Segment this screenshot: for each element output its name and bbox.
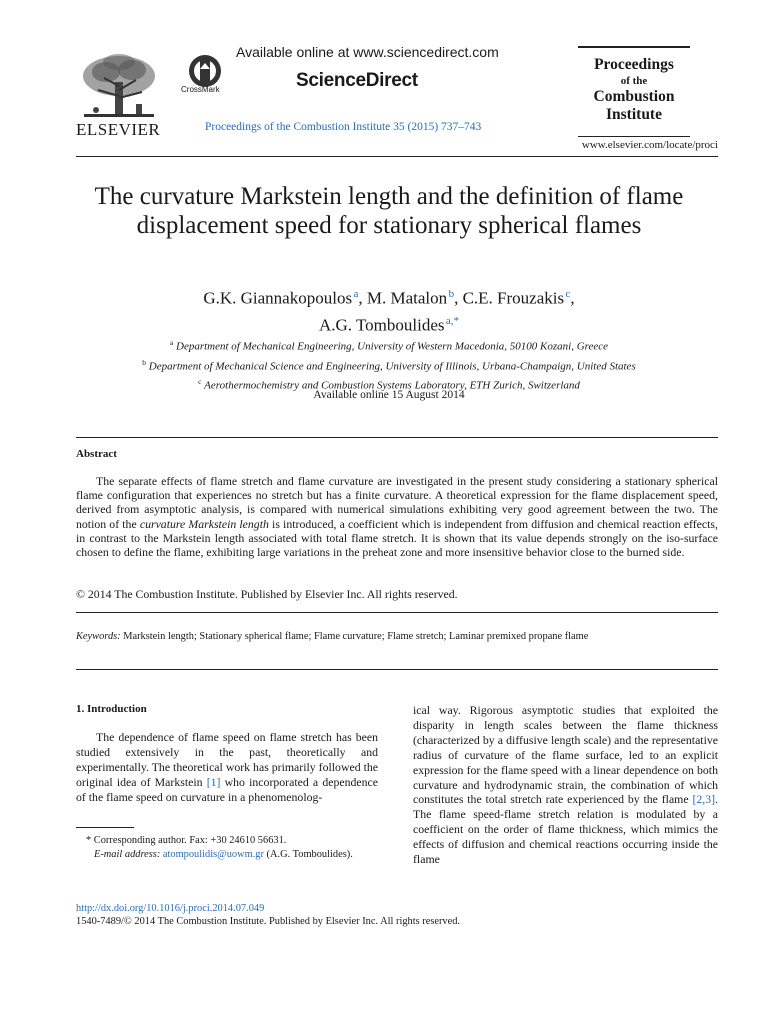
author-separator: , [358, 288, 367, 308]
journal-box-line: of the [620, 74, 648, 87]
doi-link[interactable]: http://dx.doi.org/10.1016/j.proci.2014.07.049 [76, 903, 265, 914]
affiliation-marker: c [198, 377, 202, 387]
email-link[interactable]: atompoulidis@uowm.gr [162, 849, 264, 860]
footnote-email-tail: (A.G. Tomboulides). [263, 849, 353, 860]
available-online-date: Available online 15 August 2014 [313, 389, 465, 401]
body-text: ical way. Rigorous asymptotic studies that exploited the disparity in length scales between the flame thickness (characterized by a diffusive length scale) and the representative radius of curvature of the flame surface, led to an explicit expression for the flame speed with a linear dependence on both curvature and hydrodynamic strain, the combination of which constitutes the total stretch rate experienced by the flame [413, 703, 718, 807]
journal-box-line: Proceedings [594, 56, 674, 73]
footnote-corresponding: * Corresponding author. Fax: +30 24610 56631. [86, 835, 287, 846]
abstract-copyright: © 2014 The Combustion Institute. Published by Elsevier Inc. All rights reserved. [76, 587, 458, 601]
author-affil-link[interactable]: a,* [445, 314, 460, 327]
affiliation-text: Department of Mechanical Engineering, University of Western Macedonia, 50100 Kozani, Greece [176, 340, 609, 353]
sciencedirect-brand: ScienceDirect [296, 70, 418, 91]
author-affil-link[interactable]: b [448, 288, 455, 300]
abstract-term: curvature Markstein length [139, 516, 269, 531]
keywords-label: Keywords: [76, 631, 121, 642]
affiliation-marker: b [142, 357, 146, 367]
body-text: The dependence of flame speed on flame stretch has been studied extensively in the past, theoretically and experimentally. The theoretical work has primarily followed the original idea of Markstein [76, 730, 378, 789]
body-column-left [76, 730, 378, 805]
affiliation-item [60, 355, 718, 375]
keywords [76, 630, 718, 643]
crossmark-label: CrossMark [181, 85, 220, 94]
section-heading: 1. Introduction [76, 703, 147, 715]
reference-link[interactable]: [2,3] [692, 792, 716, 807]
affiliation-list [60, 335, 718, 394]
affiliation-marker: a [169, 338, 174, 347]
author-separator: , [454, 288, 463, 308]
journal-citation-link[interactable]: Proceedings of the Combustion Institute 35 (2015) 737–743 [205, 121, 482, 133]
journal-box-line: Institute [606, 106, 662, 124]
affiliation-text: Department of Mechanical Science and Engineering, University of Illinois, Urbana-Champaign, United States [148, 360, 636, 373]
footnote-divider [76, 827, 134, 828]
affiliation-text: Aerothermochemistry and Combustion Systems Laboratory, ETH Zurich, Switzerland [204, 379, 580, 392]
journal-title-box [578, 46, 690, 137]
author-affil-link[interactable]: c [565, 288, 571, 300]
footnote [76, 834, 378, 862]
issn-copyright: 1540-7489/© 2014 The Combustion Institute. Published by Elsevier Inc. All rights reserved. [76, 916, 461, 927]
header-divider [76, 156, 718, 157]
author-separator: , [570, 288, 575, 308]
article-title: The curvature Markstein length and the definition of flame displacement speed for stationary spherical flames [94, 183, 684, 239]
publisher-name: ELSEVIER [76, 120, 161, 139]
abstract-body [76, 474, 718, 559]
author-name: C.E. Frouzakis [462, 288, 565, 308]
abstract-heading: Abstract [76, 448, 117, 460]
keywords-top-divider [76, 612, 718, 613]
abstract-text: The separate effects of flame stretch and flame curvature are investigated in the present study considering a stationary spherical flame configuration that experiences no stretch but has a finite curvature. A theoretical expression for the flame displacement speed, derived from asymptotic analysis, is compared with numerical simulations exhibiting very good agreement between the two. The notion of the [76, 474, 718, 531]
journal-homepage-link[interactable]: www.elsevier.com/locate/proci [581, 139, 718, 151]
author-affil-link[interactable]: a [353, 288, 359, 300]
abstract-top-divider [76, 437, 718, 438]
body-text: who incorporated a dependence of the flame speed on curvature in a phenomenolog- [76, 774, 378, 804]
body-text: . The flame speed-flame stretch relation is modulated by a coefficient on the order of flame thickness, which mimics the effects of diffusion and chemical reactions occurring inside the flame [413, 792, 718, 867]
keywords-text: Markstein length; Stationary spherical flame; Flame curvature; Flame stretch; Laminar premixed propane flame [123, 631, 589, 642]
footnote-email-label: E-mail address: [94, 849, 161, 860]
available-online-banner: Available online at www.sciencedirect.com [236, 44, 499, 60]
author-name: M. Matalon [366, 288, 448, 308]
journal-box-line: Combustion [593, 87, 675, 105]
keywords-bottom-divider [76, 669, 718, 670]
affiliation-item [60, 335, 718, 355]
abstract-text: is introduced, a coefficient which is independent from diffusion and chemical reaction effects, in contrast to the Markstein length associated with total flame stretch. It is shown that its value depends strongly on the iso-surface chosen to define the flame, exhibiting large variations in the preheat zone and more insensitive behavior close to the burned side. [76, 516, 718, 560]
author-name: A.G. Tomboulides [318, 315, 445, 335]
author-name: G.K. Giannakopoulos [203, 288, 353, 308]
reference-link[interactable]: [1] [206, 774, 221, 789]
body-column-right [413, 703, 718, 867]
author-list [60, 283, 718, 336]
